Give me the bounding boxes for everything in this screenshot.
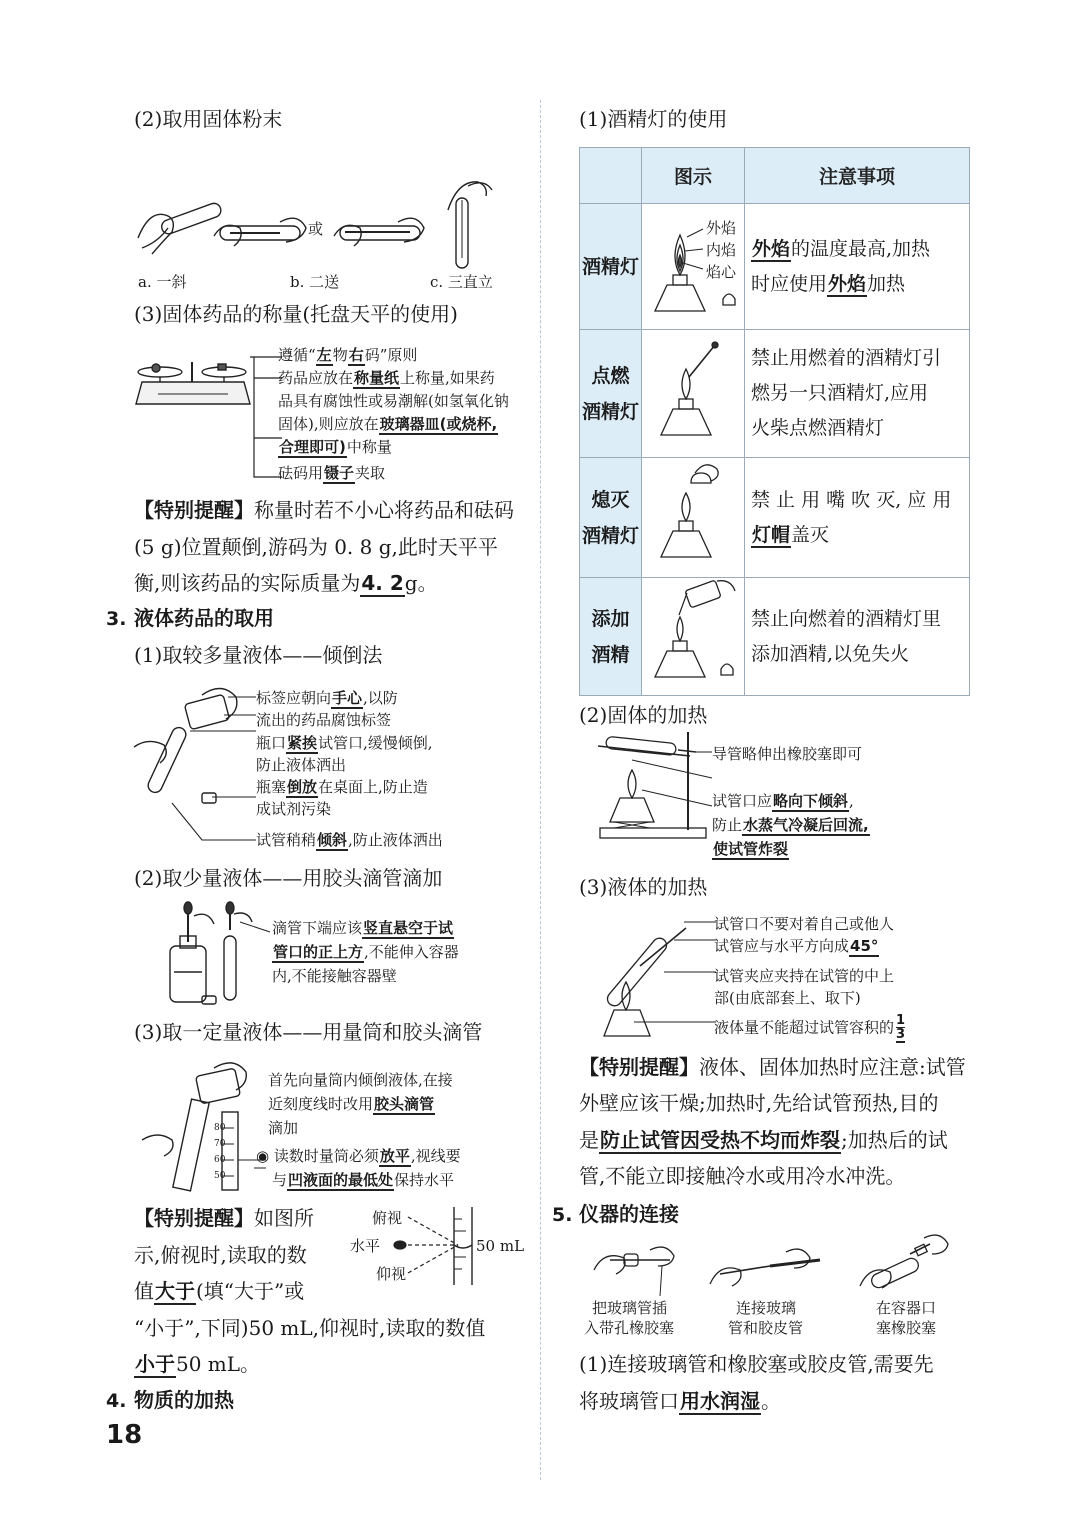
dropper-subtitle: (2)取少量液体——用胶头滴管滴加: [134, 866, 443, 890]
powder-label-b: b. 二送: [290, 273, 340, 291]
section-4-number: 4.: [106, 1390, 127, 1412]
row-figure-extinguish: [642, 458, 745, 578]
cylinder-figure: [138, 1060, 270, 1195]
solid-heating-figure: [592, 730, 714, 845]
row-note-extinguish: 禁 止 用 嘴 吹 灭, 应 用 灯帽盖灭: [745, 458, 970, 578]
table-header-notes: 注意事项: [745, 148, 970, 204]
balance-paper-line: 药品应放在称量纸上称量,如果药: [278, 369, 495, 387]
section-3-title: 液体药品的取用: [134, 606, 274, 630]
section-4-title: 物质的加热: [134, 1388, 234, 1412]
balance-vessel-line: 固体),则应放在玻璃器皿(或烧杯,: [278, 415, 498, 433]
row-figure-add: [642, 578, 745, 696]
cylinder-line-1: 首先向量筒内倾倒液体,在接: [268, 1071, 453, 1089]
lamp-subtitle: (1)酒精灯的使用: [579, 107, 728, 131]
cylinder-tick-70: 70: [214, 1139, 226, 1149]
dropper-line-3: 内,不能接触容器壁: [272, 967, 397, 985]
liquid-heating-line-2: 试管应与水平方向成45°: [714, 937, 879, 955]
upright-tube-illustration: [448, 182, 492, 268]
tip1-line-2: (5 g)位置颠倒,游码为 0. 8 g,此时天平平: [134, 535, 498, 559]
tip2-line-3: 值大于(填“大于”或: [134, 1279, 305, 1303]
pour-stopper-line: 瓶塞倒放在桌面上,防止造: [256, 778, 428, 796]
tilt-tube-illustration: [138, 201, 223, 254]
row-name-add: 添加 酒精: [580, 578, 642, 696]
connection-caption-1-line-2: 入带孔橡胶塞: [584, 1319, 675, 1337]
pour-mouth-line: 瓶口紧挨试管口,缓慢倾倒,: [256, 734, 433, 752]
cylinder-tick-50: 50: [214, 1171, 226, 1181]
pour-mouth-line-2: 防止液体洒出: [256, 756, 347, 774]
connection-note-line-2: 将玻璃管口用水润湿。: [579, 1389, 781, 1413]
pour-tilt-line: 试管稍稍倾斜,防止液体洒出: [256, 831, 443, 849]
cylinder-line-4: ◉ 读数时量筒必须放平,视线要: [256, 1147, 461, 1165]
dropper-line-2: 管口的正上方,不能伸入容器: [273, 943, 459, 961]
table-row: [580, 458, 970, 578]
view-top-label: 俯视: [372, 1209, 403, 1227]
connection-caption-2-line-1: 连接玻璃: [736, 1299, 797, 1317]
powder-label-a: a. 一斜: [138, 273, 187, 291]
liquid-heating-figure: [600, 910, 720, 1042]
row-note-light: 禁止用燃着的酒精灯引 燃另一只酒精灯,应用 火柴点燃酒精灯: [745, 330, 970, 458]
cylinder-tick-60: 60: [214, 1155, 226, 1165]
solid-heating-subtitle: (2)固体的加热: [579, 703, 708, 727]
liquid-heating-line-4: 部(由底部套上、取下): [714, 989, 861, 1007]
connect-tube-and-hose-illustration: [710, 1249, 820, 1286]
tip2-line-4: “小于”,下同)50 mL,仰视时,读取的数值: [134, 1316, 486, 1340]
row-name-light: 点燃 酒精灯: [580, 330, 642, 458]
page-number: 18: [106, 1420, 143, 1450]
tip3-line-2: 外壁应该干燥;加热时,先给试管预热,目的: [579, 1091, 939, 1115]
balance-figure: [132, 342, 282, 487]
powder-or-text: 或: [308, 220, 324, 238]
connection-note-line-1: (1)连接玻璃管和橡胶塞或胶皮管,需要先: [579, 1352, 934, 1376]
insert-tube-into-stopper-illustration: [594, 1247, 674, 1296]
solid-heating-line-1: 导管略伸出橡胶塞即可: [712, 745, 863, 763]
connection-caption-1-line-1: 把玻璃管插: [592, 1299, 668, 1317]
row-name-lamp: 酒精灯: [580, 204, 642, 330]
flame-core-label: 焰心: [706, 263, 737, 281]
row-figure-light: [642, 330, 745, 458]
cylinder-line-3: 滴加: [268, 1119, 299, 1137]
tip3-line-4: 管,不能立即接触冷水或用冷水冲洗。: [579, 1164, 906, 1188]
powder-figure: [130, 178, 530, 273]
alcohol-lamp-table: [579, 147, 970, 696]
liquid-heating-line-5: 液体量不能超过试管容积的 $\frac{1}{3}$: [714, 1013, 906, 1042]
table-header-figure: 图示: [642, 148, 745, 204]
tip1-line-1: 【特别提醒】称量时若不小心将药品和砝码: [134, 498, 514, 522]
balance-corrosive-line: 品具有腐蚀性或易潮解(如氢氧化钠: [278, 392, 509, 410]
balance-subtitle: (3)固体药品的称量(托盘天平的使用): [134, 302, 458, 326]
liquid-heating-subtitle: (3)液体的加热: [579, 875, 708, 899]
tip1-line-3: 衡,则该药品的实际质量为4. 2g。: [134, 571, 438, 595]
row-note-add: 禁止向燃着的酒精灯里 添加酒精,以免失火: [745, 578, 970, 696]
liquid-heating-line-1: 试管口不要对着自己或他人: [714, 915, 895, 933]
tip2-line-1: 【特别提醒】如图所: [134, 1206, 314, 1230]
solid-heating-line-3: 防止水蒸气冷凝后回流,: [712, 816, 869, 834]
pour-label-line: 标签应朝向手心,以防: [256, 689, 398, 707]
flame-outer-label: 外焰: [706, 219, 737, 237]
solid-heating-line-2: 试管口应略向下倾斜,: [712, 792, 854, 810]
powder-label-c: c. 三直立: [430, 273, 493, 291]
balance-tweezers-line: 砝码用镊子夹取: [278, 464, 386, 482]
row-figure-lamp: [642, 204, 745, 330]
cylinder-line-2: 近刻度线时改用胶头滴管: [268, 1095, 435, 1113]
connection-caption-3-line-2: 塞橡胶塞: [876, 1319, 937, 1337]
tip2-line-5: 小于50 mL。: [135, 1352, 261, 1376]
liquid-heating-line-3: 试管夹应夹持在试管的中上: [714, 967, 895, 985]
cylinder-line-5: 与凹液面的最低处保持水平: [272, 1171, 455, 1189]
tip3-line-3: 是防止试管因受热不均而炸裂;加热后的试: [579, 1128, 948, 1152]
table-row: [580, 204, 970, 330]
solid-heating-line-4: 使试管炸裂: [713, 840, 789, 858]
section-5-title: 仪器的连接: [579, 1202, 679, 1226]
fraction: $\frac{1}{3}$: [896, 1013, 906, 1042]
flame-inner-label: 内焰: [706, 241, 737, 259]
table-row: [580, 330, 970, 458]
add-alcohol-illustration: [643, 579, 743, 689]
stopper-container-illustration: [860, 1235, 948, 1290]
view-bottom-label: 仰视: [376, 1265, 407, 1283]
send-spatula-illustration: [214, 218, 306, 246]
row-note-lamp: 外焰的温度最高,加热 时应使用外焰加热: [745, 204, 970, 330]
cylinder-subtitle: (3)取一定量液体——用量筒和胶头滴管: [134, 1020, 483, 1044]
view-level-label: 水平: [350, 1237, 381, 1255]
balance-rule-line: 遵循“左物右码”原则: [278, 346, 418, 364]
table-row: [580, 578, 970, 696]
balance-vessel-line-2: 合理即可)中称量: [279, 438, 392, 456]
powder-subtitle: (2)取用固体粉末: [134, 107, 283, 131]
row-name-extinguish: 熄灭 酒精灯: [580, 458, 642, 578]
paper-trough-illustration: [334, 218, 424, 246]
match-lighting-illustration: [643, 331, 743, 451]
pour-subtitle: (1)取较多量液体——倾倒法: [134, 643, 383, 667]
dropper-figure: [160, 902, 270, 1007]
pour-label-line-2: 流出的药品腐蚀标签: [256, 711, 392, 729]
tip2-line-2: 示,俯视时,读取的数: [134, 1243, 307, 1267]
connection-caption-2-line-2: 管和胶皮管: [728, 1319, 804, 1337]
pour-stopper-line-2: 成试剂污染: [256, 800, 332, 818]
column-divider: [540, 100, 541, 1480]
table-header-row: [580, 148, 970, 204]
connection-caption-3-line-1: 在容器口: [876, 1299, 937, 1317]
cylinder-tick-80: 80: [214, 1123, 226, 1133]
section-3-number: 3.: [106, 608, 127, 630]
tip3-line-1: 【特别提醒】液体、固体加热时应注意:试管: [579, 1055, 966, 1079]
dropper-line-1: 滴管下端应该竖直悬空于试: [272, 919, 454, 937]
pour-figure: [132, 685, 262, 850]
section-5-number: 5.: [552, 1204, 573, 1226]
eye-icon: ◉: [256, 1147, 270, 1165]
view-mark-label: 50 mL: [476, 1237, 525, 1255]
table-header-blank: [580, 148, 642, 204]
cap-extinguish-illustration: [643, 459, 743, 571]
connection-figures: [590, 1240, 970, 1300]
